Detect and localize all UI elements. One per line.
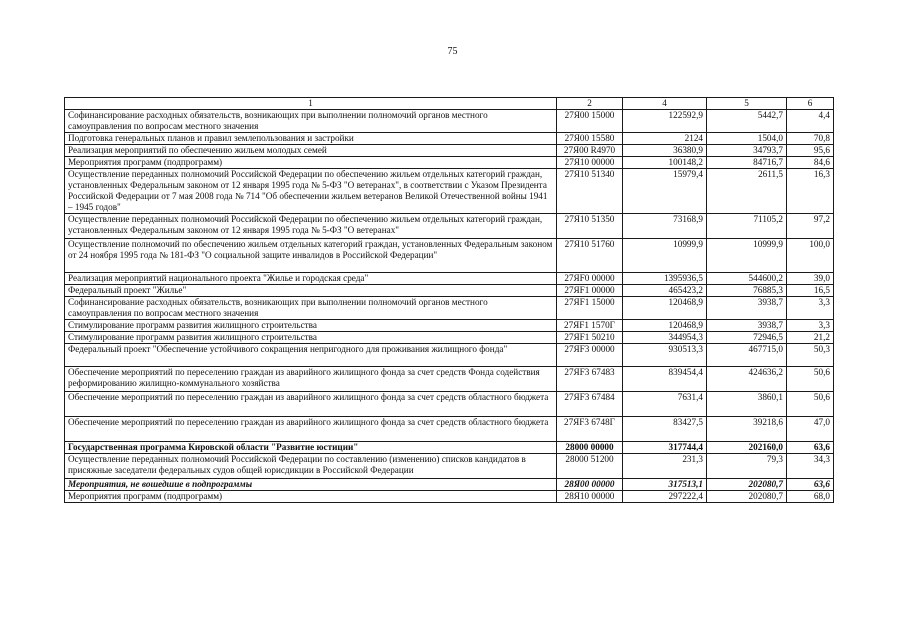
row-value-col4-cell: 7631,4 <box>623 392 707 417</box>
row-code-cell: 27Я10 51340 <box>557 169 623 214</box>
table-row <box>65 110 834 133</box>
row-code-cell: 27ЯF3 67484 <box>557 392 623 417</box>
row-name-cell: Осуществление переданных полномочий Российской Федерации по обеспечению жильем отдельных категорий граждан, установленных Федеральным законом от 12 января 1995 года № 5-ФЗ "О ветеранах" <box>65 214 557 239</box>
row-name-cell: Осуществление переданных полномочий Российской Федерации по обеспечению жильем отдельных категорий граждан, установленных Федеральным законом от 12 января 1995 года № 5-ФЗ "О ветеранах", в соответствии с Указом Президента Российской Федерации от 7 мая 2008 года № 714 "Об обеспечении жильем ветеранов Великой Отечественной войны 1941 – 1945 годов" <box>65 169 557 214</box>
row-name-cell: Государственная программа Кировской области "Развитие юстиции" <box>65 442 557 454</box>
header-col-1: 1 <box>65 98 557 110</box>
row-percent-cell: 63,6 <box>787 442 834 454</box>
row-code-cell: 27ЯF3 00000 <box>557 344 623 367</box>
row-percent-cell: 47,0 <box>787 417 834 442</box>
row-percent-cell: 50,6 <box>787 392 834 417</box>
row-value-col4-cell: 297222,4 <box>623 491 707 503</box>
table-row <box>65 367 834 392</box>
row-name-cell: Реализация мероприятий национального проекта "Жилье и городская среда" <box>65 273 557 285</box>
row-code-cell: 27Я10 51350 <box>557 214 623 239</box>
row-code-cell: 27ЯF0 00000 <box>557 273 623 285</box>
row-name-cell: Стимулирование программ развития жилищного строительства <box>65 320 557 332</box>
row-value-col4-cell: 120468,9 <box>623 320 707 332</box>
row-value-col5-cell: 10999,9 <box>707 239 787 273</box>
budget-table <box>64 97 834 503</box>
row-code-cell: 27ЯF1 15000 <box>557 297 623 320</box>
row-value-col4-cell: 839454,4 <box>623 367 707 392</box>
row-value-col4-cell: 1395936,5 <box>623 273 707 285</box>
table-row <box>65 332 834 344</box>
row-code-cell: 27Я00 15580 <box>557 133 623 145</box>
row-percent-cell: 97,2 <box>787 214 834 239</box>
row-value-col5-cell: 79,3 <box>707 454 787 479</box>
row-value-col4-cell: 83427,5 <box>623 417 707 442</box>
row-name-cell: Реализация мероприятий по обеспечению жильем молодых семей <box>65 145 557 157</box>
table-row <box>65 239 834 273</box>
table-row <box>65 169 834 214</box>
row-value-col4-cell: 122592,9 <box>623 110 707 133</box>
row-percent-cell: 34,3 <box>787 454 834 479</box>
row-value-col4-cell: 73168,9 <box>623 214 707 239</box>
table-row <box>65 392 834 417</box>
table-row <box>65 491 834 503</box>
header-col-6: 6 <box>787 98 834 110</box>
row-value-col5-cell: 202080,7 <box>707 491 787 503</box>
row-value-col4-cell: 100148,2 <box>623 157 707 169</box>
row-value-col5-cell: 424636,2 <box>707 367 787 392</box>
row-percent-cell: 21,2 <box>787 332 834 344</box>
table-row <box>65 454 834 479</box>
row-percent-cell: 50,3 <box>787 344 834 367</box>
row-value-col5-cell: 5442,7 <box>707 110 787 133</box>
table-row <box>65 214 834 239</box>
table-row <box>65 133 834 145</box>
row-value-col4-cell: 10999,9 <box>623 239 707 273</box>
row-code-cell: 27ЯF1 1570Г <box>557 320 623 332</box>
row-value-col4-cell: 15979,4 <box>623 169 707 214</box>
row-code-cell: 28Я00 00000 <box>557 479 623 491</box>
row-code-cell: 27Я00 R4970 <box>557 145 623 157</box>
row-code-cell: 27ЯF1 00000 <box>557 285 623 297</box>
row-value-col5-cell: 76885,3 <box>707 285 787 297</box>
table-row <box>65 273 834 285</box>
header-col-4: 4 <box>623 98 707 110</box>
row-code-cell: 28Я10 00000 <box>557 491 623 503</box>
table-row <box>65 479 834 491</box>
row-percent-cell: 95,6 <box>787 145 834 157</box>
page-number: 75 <box>447 46 458 57</box>
table-body <box>65 98 834 503</box>
row-percent-cell: 3,3 <box>787 320 834 332</box>
row-value-col4-cell: 930513,3 <box>623 344 707 367</box>
row-name-cell: Обеспечение мероприятий по переселению граждан из аварийного жилищного фонда за счет средств Фонда содействия реформированию жилищно-коммунального хозяйства <box>65 367 557 392</box>
row-name-cell: Федеральный проект "Жилье" <box>65 285 557 297</box>
row-code-cell: 27ЯF3 67483 <box>557 367 623 392</box>
row-name-cell: Мероприятия программ (подпрограмм) <box>65 491 557 503</box>
row-percent-cell: 4,4 <box>787 110 834 133</box>
row-percent-cell: 63,6 <box>787 479 834 491</box>
row-percent-cell: 70,8 <box>787 133 834 145</box>
row-percent-cell: 16,5 <box>787 285 834 297</box>
row-percent-cell: 16,3 <box>787 169 834 214</box>
row-name-cell: Стимулирование программ развития жилищного строительства <box>65 332 557 344</box>
row-code-cell: 27ЯF3 6748Г <box>557 417 623 442</box>
row-value-col5-cell: 84716,7 <box>707 157 787 169</box>
row-value-col5-cell: 72946,5 <box>707 332 787 344</box>
row-code-cell: 27Я10 00000 <box>557 157 623 169</box>
row-code-cell: 27Я10 51760 <box>557 239 623 273</box>
header-col-5: 5 <box>707 98 787 110</box>
row-name-cell: Обеспечение мероприятий по переселению граждан из аварийного жилищного фонда за счет средств областного бюджета <box>65 392 557 417</box>
row-name-cell: Софинансирование расходных обязательств, возникающих при выполнении полномочий органов местного самоуправления по вопросам местного значения <box>65 297 557 320</box>
row-value-col4-cell: 2124 <box>623 133 707 145</box>
header-col-2: 2 <box>557 98 623 110</box>
row-value-col5-cell: 3938,7 <box>707 297 787 320</box>
table-row <box>65 417 834 442</box>
row-code-cell: 28000 00000 <box>557 442 623 454</box>
row-percent-cell: 100,0 <box>787 239 834 273</box>
row-value-col4-cell: 231,3 <box>623 454 707 479</box>
row-value-col5-cell: 202080,7 <box>707 479 787 491</box>
row-value-col5-cell: 39218,6 <box>707 417 787 442</box>
row-value-col4-cell: 344954,3 <box>623 332 707 344</box>
row-value-col4-cell: 465423,2 <box>623 285 707 297</box>
row-value-col4-cell: 317513,1 <box>623 479 707 491</box>
row-name-cell: Софинансирование расходных обязательств, возникающих при выполнении полномочий органов местного самоуправления по вопросам местного значения <box>65 110 557 133</box>
row-code-cell: 28000 51200 <box>557 454 623 479</box>
table-row <box>65 285 834 297</box>
table-row <box>65 320 834 332</box>
table-row <box>65 157 834 169</box>
row-name-cell: Мероприятия программ (подпрограмм) <box>65 157 557 169</box>
table-header-row <box>65 98 834 110</box>
row-value-col4-cell: 120468,9 <box>623 297 707 320</box>
row-name-cell: Осуществление полномочий по обеспечению жильем отдельных категорий граждан, установленных Федеральным законом от 24 ноября 1995 года № 181-ФЗ "О социальной защите инвалидов в Российской Федерации" <box>65 239 557 273</box>
row-value-col4-cell: 317744,4 <box>623 442 707 454</box>
row-value-col5-cell: 34793,7 <box>707 145 787 157</box>
row-percent-cell: 84,6 <box>787 157 834 169</box>
row-percent-cell: 39,0 <box>787 273 834 285</box>
row-name-cell: Осуществление переданных полномочий Российской Федерации по составлению (изменению) списков кандидатов в присяжные заседатели федеральных судов общей юрисдикции в Российской Федерации <box>65 454 557 479</box>
row-percent-cell: 50,6 <box>787 367 834 392</box>
table-row <box>65 297 834 320</box>
row-name-cell: Мероприятия, не вошедшие в подпрограммы <box>65 479 557 491</box>
row-value-col5-cell: 71105,2 <box>707 214 787 239</box>
row-value-col5-cell: 467715,0 <box>707 344 787 367</box>
row-name-cell: Обеспечение мероприятий по переселению граждан из аварийного жилищного фонда за счет средств областного бюджета <box>65 417 557 442</box>
row-percent-cell: 68,0 <box>787 491 834 503</box>
row-name-cell: Подготовка генеральных планов и правил землепользования и застройки <box>65 133 557 145</box>
row-code-cell: 27ЯF1 50210 <box>557 332 623 344</box>
row-value-col4-cell: 36380,9 <box>623 145 707 157</box>
row-value-col5-cell: 544600,2 <box>707 273 787 285</box>
row-value-col5-cell: 3938,7 <box>707 320 787 332</box>
row-name-cell: Федеральный проект "Обеспечение устойчивого сокращения непригодного для проживания жилищного фонда" <box>65 344 557 367</box>
row-value-col5-cell: 202160,0 <box>707 442 787 454</box>
table-row <box>65 344 834 367</box>
row-code-cell: 27Я00 15000 <box>557 110 623 133</box>
table-row <box>65 145 834 157</box>
table-row <box>65 442 834 454</box>
row-value-col5-cell: 1504,0 <box>707 133 787 145</box>
row-percent-cell: 3,3 <box>787 297 834 320</box>
row-value-col5-cell: 2611,5 <box>707 169 787 214</box>
row-value-col5-cell: 3860,1 <box>707 392 787 417</box>
